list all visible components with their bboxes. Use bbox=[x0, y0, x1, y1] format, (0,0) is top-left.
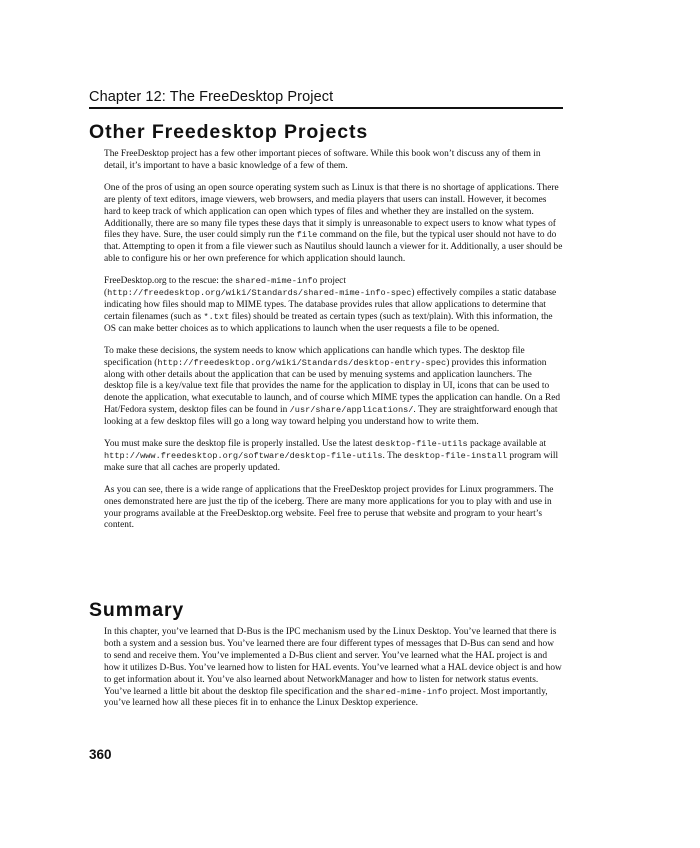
chapter-header: Chapter 12: The FreeDesktop Project bbox=[89, 89, 334, 105]
paragraph-shared-mime-info: FreeDesktop.org to the rescue: the shared-mime-info project (http://freedesktop.org/wiki/Standards/shared-mime-info-spec) effectively compiles a static database indicating how files should map to MIME types. The database provides rules that allow applications to determine that certain filenames (such as *.txt files) should be treated as certain types (such as text/plain). With this information, the OS can make better choices as to which applications to launch when the user requests a file to be opened. bbox=[104, 276, 557, 334]
paragraph-wide-range: As you can see, there is a wide range of applications that the FreeDesktop project provides for Linux programmers. The ones demonstrated here are just the tip of the iceberg. There are many more applications for you to play with and use in your programs available at the FreeDesktop.org website. Feel free to peruse that website and program to your heart’s content. bbox=[104, 484, 554, 531]
code-file-command: file bbox=[296, 230, 318, 241]
section-summary-body bbox=[104, 627, 563, 720]
code-shared-mime-info-summary: shared-mime-info bbox=[364, 686, 448, 697]
url-desktop-entry-spec: http://freedesktop.org/wiki/Standards/desktop-entry-spec bbox=[157, 357, 447, 368]
section-other-projects-body bbox=[104, 149, 563, 542]
url-desktop-file-utils: http://www.freedesktop.org/software/desktop-file-utils bbox=[104, 450, 383, 461]
paragraph-intro: The FreeDesktop project has a few other important pieces of software. While this book won’t discuss any of them in detail, it’s important to have a basic knowledge of a few of them. bbox=[104, 149, 541, 171]
code-shared-mime-info: shared-mime-info bbox=[235, 276, 318, 287]
paragraph-summary: In this chapter, you’ve learned that D-Bus is the IPC mechanism used by the Linux Desktop. You’ve learned that there is both a system and a session bus. You’ve learned there are four different types of messages that D-Bus can send and how to send and receive them. You’ve implemented a D-Bus client and server. You’ve learned what the HAL project is and how it utilizes D-Bus. You’ve learned how to listen for HAL events. You’ve learned what a HAL device object is and how to get information about it. You’ve also learned about NetworkManager and how to listen for network status events. You’ve learned a little bit about the desktop file specification and the shared-mime-info project. Most importantly, you’ve learned how all these pieces fit in to enhance the Linux Desktop experience. bbox=[104, 627, 562, 709]
paragraph-file-types: One of the pros of using an open source operating system such as Linux is that there is no shortage of applications. There are plenty of text editors, image viewers, web browsers, and media players that users can install. However, it becomes hard to keep track of which application can open which types of files and whether they are installed on the system. Additionally, there are so many file types these days that it simply is unreasonable to expect users to know what types of files they have. Sure, the user could simply run the file command on the file, but the typical user should not have to do that. Attempting to open it from a file viewer such as Nautilus should launch a viewer for it. Additionally, a user should be able to configure his or her own preference for which application should launch. bbox=[104, 182, 563, 265]
section-title-other-projects: Other Freedesktop Projects bbox=[89, 121, 369, 143]
code-desktop-file-install: desktop-file-install bbox=[403, 450, 508, 461]
url-shared-mime-info-spec: http://freedesktop.org/wiki/Standards/shared-mime-info-spec bbox=[107, 288, 412, 299]
code-applications-path: /usr/share/applications/ bbox=[289, 405, 414, 416]
paragraph-desktop-file-utils: You must make sure the desktop file is properly installed. Use the latest desktop-file-utils package available at http://www.freedesktop.org/software/desktop-file-utils. The desktop-file-install program will make sure that all caches are properly updated. bbox=[104, 439, 559, 473]
section-title-summary: Summary bbox=[89, 599, 185, 621]
page-number: 360 bbox=[89, 747, 112, 762]
header-rule bbox=[89, 107, 563, 109]
code-desktop-file-utils: desktop-file-utils bbox=[374, 439, 468, 450]
code-txt-glob: *.txt bbox=[203, 311, 230, 322]
paragraph-desktop-entry-spec: To make these decisions, the system needs to know which applications can handle which types. The desktop file specification (http://freedesktop.org/wiki/Standards/desktop-entry-spec) provides this information along with other details about the application that can be used by menuing systems and application launchers. The desktop file is a key/value text file that provides the name for the application to display in UI, icons that can be used to denote the application, what executable to launch, and of course which MIME types the application can handle. On a Red Hat/Fedora system, desktop files can be found in /usr/share/applications/. They are straightforward enough that looking at a few desktop files will go a long way toward helping you understand how to write them. bbox=[104, 345, 561, 428]
